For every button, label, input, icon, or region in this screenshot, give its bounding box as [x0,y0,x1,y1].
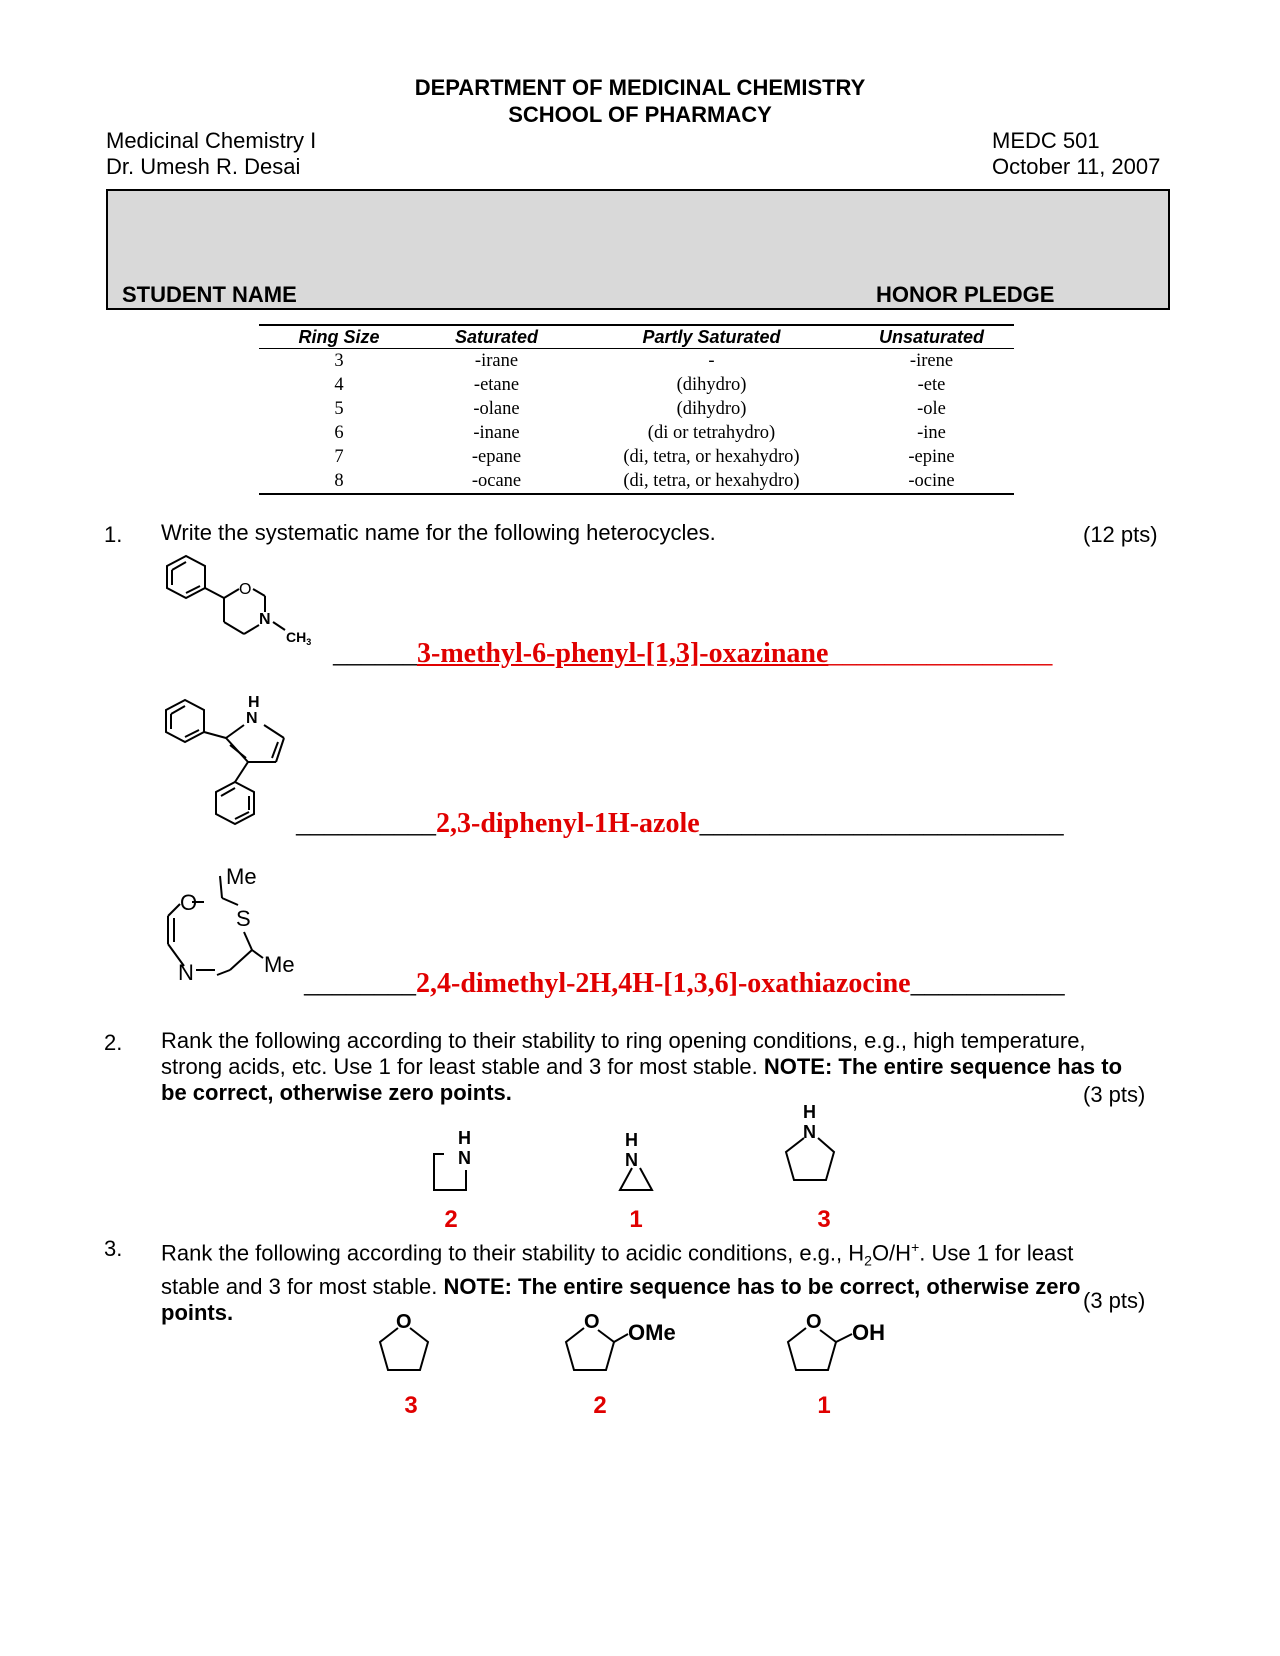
q2-text [161,1028,1171,1106]
q3-rank-hydroxy-thf: 1 [817,1392,831,1419]
q1c-answer: 2,4-dimethyl-2H,4H-[1,3,6]-oxathiazocine [416,968,911,999]
cell: -olane [473,399,520,419]
table-header-row [259,325,1014,349]
q2-line2-plain: strong acids, etc. Use 1 for least stable and 3 for most stable. [161,1054,764,1079]
q3-line1 [161,1234,1171,1274]
school-title: SCHOOL OF PHARMACY [508,102,772,127]
oxathiazocine-structure [160,862,310,992]
instructor-name: Dr. Umesh R. Desai [106,154,301,179]
cell: (dihydro) [676,375,747,395]
q3-superscript: + [911,1239,920,1255]
header-ring-size: Ring Size [259,325,419,349]
underscore: ________________ [828,638,1053,669]
cell: 3 [334,351,344,371]
header-partly-saturated: Partly Saturated [574,325,849,349]
course-name: Medicinal Chemistry I [106,128,317,153]
cell: 5 [334,399,344,419]
q3-points: (3 pts) [1083,1288,1146,1313]
methyl-label: Me [226,864,257,889]
pyrrolidine-structure [778,1100,848,1190]
q1-text: Write the systematic name for the following heterocycles. [161,520,716,545]
aziridine-structure [612,1124,662,1194]
underscore: ______ [333,638,417,669]
hydrogen-atom-label: H [248,694,260,711]
q3-line1-c: . Use 1 for least [919,1240,1074,1266]
q2-line1: Rank the following according to their stability to ring opening conditions, e.g., high temperature, [161,1028,1086,1053]
tetrahydrofuran-structure [372,1304,442,1384]
q1c-answer-line [304,968,1065,1000]
student-name-label: STUDENT NAME [122,282,297,307]
cell: -epine [908,447,955,467]
table-row [259,349,1014,374]
nitrogen-atom-label: N [458,1148,471,1168]
q2-number: 2. [104,1030,123,1055]
cell: -irane [474,351,519,371]
nitrogen-atom-label: N [178,960,194,985]
table-row [259,373,1014,397]
q3-note-cont: points. [161,1299,234,1325]
cell: -ocane [419,469,574,494]
oxygen-atom-label: O [239,581,252,598]
oxygen-atom-label: O [806,1311,822,1333]
q1a-answer: 3-methyl-6-phenyl-[1,3]-oxazinane [417,638,829,669]
nitrogen-atom-label: N [625,1150,638,1170]
oxygen-atom-label: O [396,1311,412,1333]
diphenylpyrrole-structure [160,690,300,830]
methoxy-thf-structure [558,1304,718,1384]
table-row [259,397,1014,421]
cell: 4 [334,375,344,395]
cell: -ete [917,375,946,395]
underscore: __________________________ [699,808,1064,839]
q3-rank-methoxy-thf: 2 [593,1392,607,1419]
q2-rank-pyrrolidine: 3 [817,1206,831,1233]
cell: (dihydro) [676,399,747,419]
q3-note: NOTE: The entire sequence has to be correct, otherwise zero [443,1273,1081,1299]
q1-points: (12 pts) [1083,522,1158,547]
cell: -irene [909,351,954,371]
q1a-answer-line [333,638,1052,670]
ring-nomenclature-table [259,324,1014,495]
hydrogen-atom-label: H [625,1130,638,1150]
exam-date: October 11, 2007 [992,154,1161,179]
cell: -ocine [849,469,1014,494]
q2-note: NOTE: The entire sequence has to [763,1054,1123,1079]
oxazinane-structure [155,550,335,660]
q2-line3 [161,1080,1171,1106]
q3-rank-thf: 3 [404,1392,418,1419]
hydroxy-thf-structure [780,1304,920,1384]
q2-note-cont: be correct, otherwise zero points. [161,1080,512,1105]
header-unsaturated: Unsaturated [849,325,1014,349]
cell: 7 [334,447,344,467]
cell: (di or tetrahydro) [647,423,776,443]
cell: -epane [471,447,522,467]
q3-subscript: 2 [864,1252,872,1269]
q1-number: 1. [104,522,123,547]
header-saturated: Saturated [419,325,574,349]
cell: -etane [473,375,520,395]
department-title: DEPARTMENT OF MEDICINAL CHEMISTRY [414,75,866,100]
cell: (di, tetra, or hexahydro) [574,469,849,494]
course-code: MEDC 501 [992,128,1100,153]
cell: (di, tetra, or hexahydro) [623,447,800,467]
hydrogen-atom-label: H [458,1128,471,1148]
q3-number: 3. [104,1236,123,1261]
cell: 8 [259,469,419,494]
nitrogen-atom-label: N [803,1122,816,1142]
methyl-label: Me [264,952,295,977]
underscore: __________ [296,808,436,839]
q2-points: (3 pts) [1083,1082,1146,1107]
q2-line2 [161,1054,1171,1080]
q1b-answer-line [296,808,1064,840]
q3-line2-plain: stable and 3 for most stable. [161,1273,444,1299]
azetidine-structure [420,1122,490,1202]
underscore: ___________ [910,968,1065,999]
q3-line2 [161,1274,1171,1300]
oxygen-atom-label: O [584,1311,600,1333]
oxygen-atom-label: O [180,890,198,915]
cell: -inane [473,423,520,443]
cell: - [708,351,715,371]
table-row [259,445,1014,469]
cell: -ine [917,423,946,443]
nitrogen-atom-label: N [246,710,258,727]
q2-rank-aziridine: 1 [629,1206,643,1233]
hydroxyl-label: OH [852,1320,885,1345]
table-row [259,421,1014,445]
cell: 6 [334,423,344,443]
table-row [259,469,1014,494]
cell: -ole [917,399,946,419]
q3-line1-a: Rank the following according to their stability to acidic conditions, e.g., H [161,1240,865,1266]
honor-pledge-label: HONOR PLEDGE [876,282,1055,307]
hydrogen-atom-label: H [803,1102,816,1122]
methoxy-label: OMe [628,1320,676,1345]
sulfur-atom-label: S [236,906,251,931]
q2-rank-azetidine: 2 [444,1206,458,1233]
q1b-answer: 2,3-diphenyl-1H-azole [436,808,700,839]
q3-line1-b: O/H [871,1240,912,1266]
underscore: ________ [304,968,416,999]
methyl-label: $CH_3$ [286,629,312,647]
nitrogen-atom-label: N [259,611,271,628]
